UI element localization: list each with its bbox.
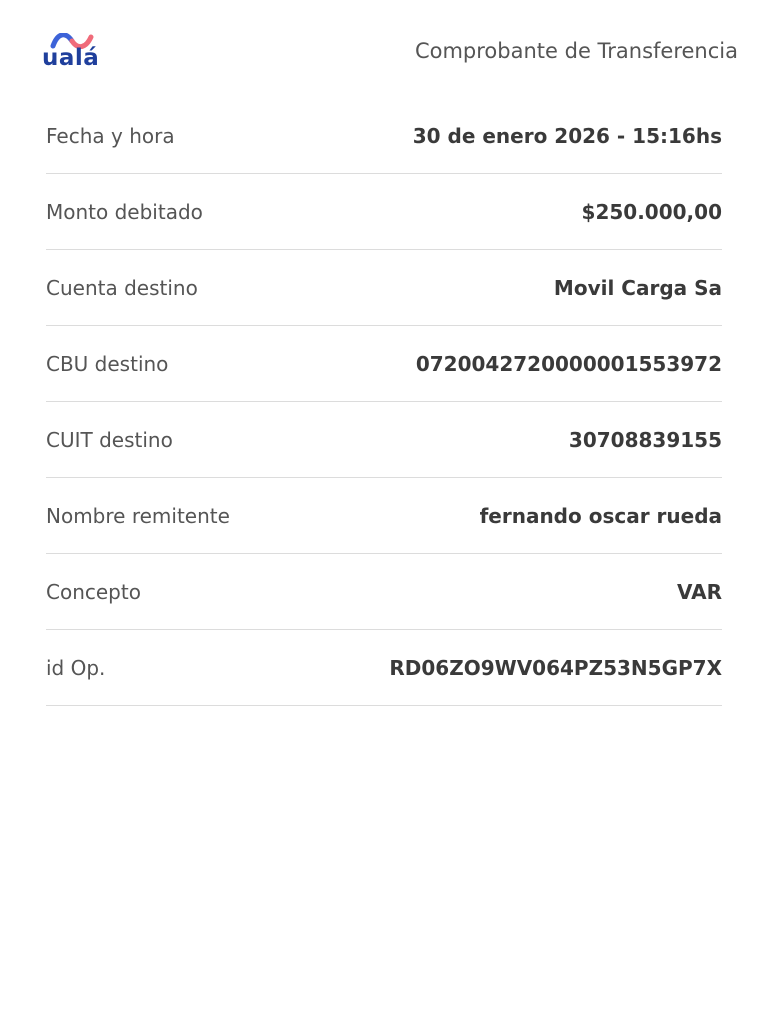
detail-value: VAR (677, 580, 722, 604)
detail-row-cbu-destino (46, 326, 722, 402)
detail-row-cuit-destino (46, 402, 722, 478)
detail-value: RD06ZO9WV064PZ53N5GP7X (389, 656, 722, 680)
detail-row-fecha-hora (46, 98, 722, 174)
detail-value: Movil Carga Sa (553, 276, 722, 300)
detail-row-concepto (46, 554, 722, 630)
detail-label: CUIT destino (46, 428, 173, 452)
detail-value: 30708839155 (568, 428, 722, 452)
detail-label: Fecha y hora (46, 124, 175, 148)
detail-value: fernando oscar rueda (479, 504, 722, 528)
detail-row-cuenta-destino (46, 250, 722, 326)
detail-label: Monto debitado (46, 200, 203, 224)
detail-row-nombre-remitente (46, 478, 722, 554)
transfer-details-list (46, 98, 722, 706)
detail-row-id-op (46, 630, 722, 706)
uala-logo (40, 33, 106, 73)
detail-label: id Op. (46, 656, 106, 680)
detail-label: CBU destino (46, 352, 169, 376)
uala-logo-text: ualá (42, 45, 100, 71)
detail-value: 0720042720000001553972 (415, 352, 722, 376)
detail-label: Concepto (46, 580, 141, 604)
page-title: Comprobante de Transferencia (414, 39, 738, 63)
detail-row-monto-debitado (46, 174, 722, 250)
detail-value: $250.000,00 (581, 200, 722, 224)
detail-label: Nombre remitente (46, 504, 230, 528)
detail-value: 30 de enero 2026 - 15:16hs (412, 124, 722, 148)
detail-label: Cuenta destino (46, 276, 198, 300)
receipt-header (0, 0, 768, 90)
